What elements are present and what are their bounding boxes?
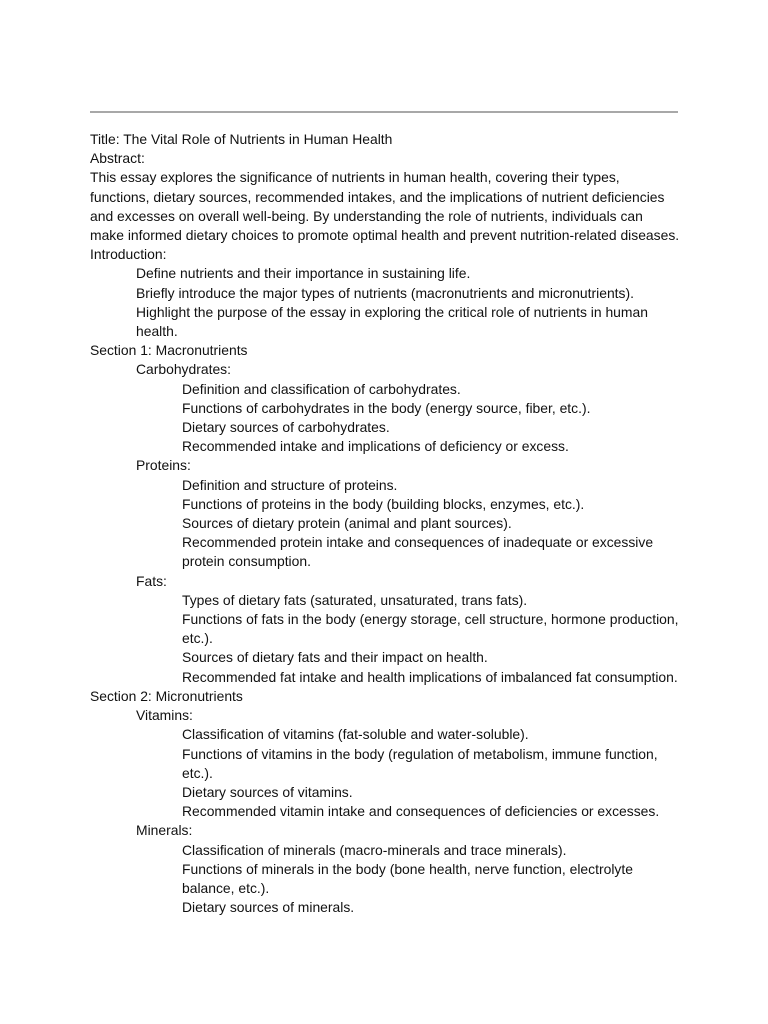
proteins-item: Functions of proteins in the body (building blocks, enzymes, etc.). xyxy=(182,495,585,512)
abstract-paragraph: This essay explores the significance of nutrients in human health, covering their types, functions, dietary sources, recommended intakes, and the implications of nutrient deficiencies and excesses on overall well-being. By understanding the role of nutrients, individuals can make informed dietary choices to promote optimal health and prevent nutrition-related diseases. xyxy=(90,169,680,244)
carbohydrates-item: Dietary sources of carbohydrates. xyxy=(182,419,390,436)
fats-item: Sources of dietary fats and their impact on health. xyxy=(182,649,488,666)
vitamins-heading: Vitamins: xyxy=(136,707,193,724)
section2-heading: Section 2: Micronutrients xyxy=(90,687,243,704)
vitamins-item: Dietary sources of vitamins. xyxy=(182,783,353,800)
minerals-item: Functions of minerals in the body (bone health, nerve function, electrolyte balance, etc.). xyxy=(182,860,633,896)
introduction-heading: Introduction: xyxy=(90,246,167,263)
carbohydrates-heading: Carbohydrates: xyxy=(136,361,231,378)
vitamins-item: Recommended vitamin intake and consequences of deficiencies or excesses. xyxy=(182,803,660,820)
carbohydrates-item: Definition and classification of carbohydrates. xyxy=(182,380,461,397)
fats-heading: Fats: xyxy=(136,572,167,589)
carbohydrates-item: Functions of carbohydrates in the body (energy source, fiber, etc.). xyxy=(182,399,591,416)
fats-item: Recommended fat intake and health implications of imbalanced fat consumption. xyxy=(182,668,678,685)
minerals-item: Dietary sources of minerals. xyxy=(182,899,355,916)
top-divider xyxy=(90,111,678,113)
vitamins-item: Functions of vitamins in the body (regulation of metabolism, immune function, etc.). xyxy=(182,745,658,781)
minerals-item: Classification of minerals (macro-minerals and trace minerals). xyxy=(182,841,567,858)
introduction-item: Highlight the purpose of the essay in exploring the critical role of nutrients in human health. xyxy=(136,303,648,340)
proteins-heading: Proteins: xyxy=(136,457,191,474)
proteins-item: Definition and structure of proteins. xyxy=(182,476,398,493)
minerals-heading: Minerals: xyxy=(136,822,193,839)
document-body xyxy=(90,130,680,917)
section1-heading: Section 1: Macronutrients xyxy=(90,342,248,359)
proteins-item: Recommended protein intake and consequences of inadequate or excessive protein consumption. xyxy=(182,534,654,570)
vitamins-item: Classification of vitamins (fat-soluble and water-soluble). xyxy=(182,726,529,743)
title-line: Title: The Vital Role of Nutrients in Human Health xyxy=(90,131,393,147)
proteins-item: Sources of dietary protein (animal and plant sources). xyxy=(182,515,512,532)
fats-item: Functions of fats in the body (energy storage, cell structure, hormone production, etc.). xyxy=(182,611,679,647)
introduction-item: Briefly introduce the major types of nutrients (macronutrients and micronutrients). xyxy=(136,284,634,301)
carbohydrates-item: Recommended intake and implications of deficiency or excess. xyxy=(182,438,569,455)
abstract-heading: Abstract: xyxy=(90,150,145,167)
introduction-item: Define nutrients and their importance in sustaining life. xyxy=(136,265,471,282)
fats-item: Types of dietary fats (saturated, unsaturated, trans fats). xyxy=(182,591,528,608)
